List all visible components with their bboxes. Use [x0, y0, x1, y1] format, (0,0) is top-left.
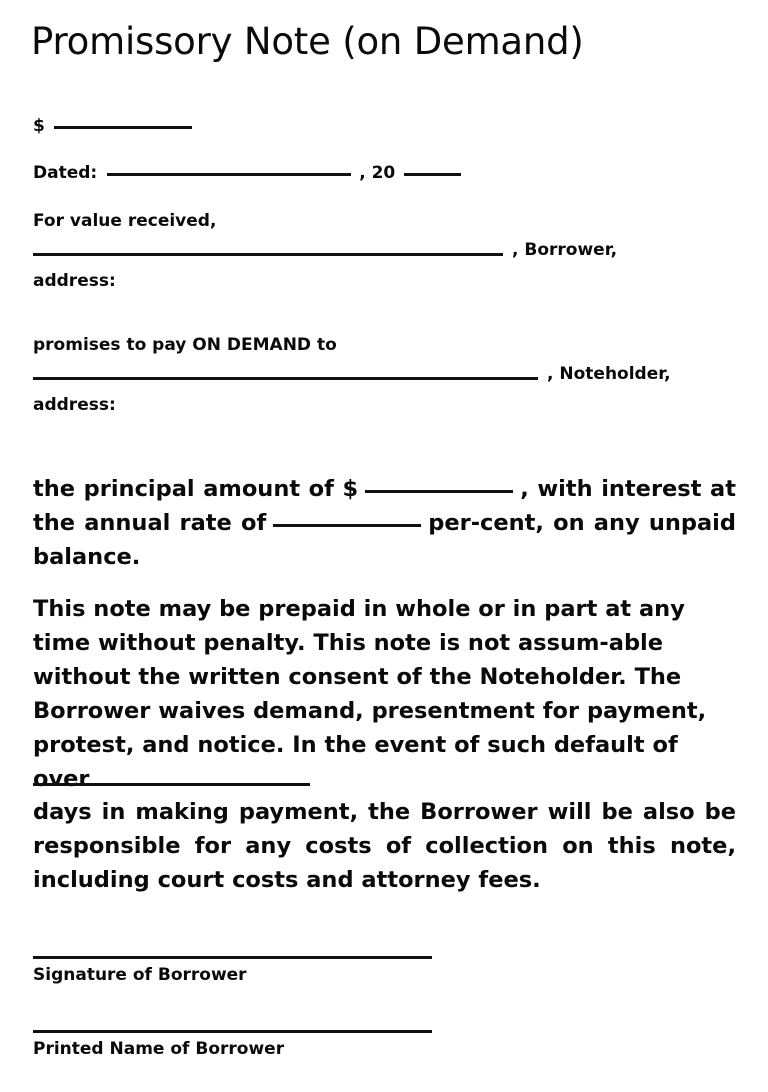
noteholder-address-label: address: [33, 395, 116, 415]
printed-name-line[interactable] [33, 1030, 432, 1033]
borrower-role-suffix: , Borrower, [512, 240, 618, 260]
dated-separator: , 20 [359, 163, 396, 183]
borrower-name-row [33, 240, 617, 260]
page-title: Promissory Note (on Demand) [31, 20, 584, 63]
noteholder-name-blank-field[interactable] [33, 377, 538, 380]
signature-label: Signature of Borrower [33, 965, 247, 985]
borrower-intro: For value received, [33, 211, 217, 231]
borrower-address-label: address: [33, 271, 116, 291]
interest-rate-blank-field[interactable] [273, 524, 421, 527]
printed-name-label: Printed Name of Borrower [33, 1039, 285, 1059]
principal-amount-blank-field[interactable] [365, 490, 513, 493]
terms-paragraph: This note may be prepaid in whole or in part at any time without penalty. This note is not assum-able without the written consent of the Noteholder. The Borrower waives demand, presentment for payment, protest, and notice. In the event of such default of over [33, 596, 707, 792]
principal-part-2: , with interest at the annual rate of [33, 476, 736, 536]
signature-of-borrower-group [33, 956, 432, 985]
amount-row [33, 116, 192, 136]
dated-label: Dated: [33, 163, 98, 183]
principal-paragraph [33, 472, 736, 574]
year-blank-field[interactable] [404, 173, 461, 176]
principal-part-1: the principal amount of $ [33, 476, 359, 502]
principal-part-3: per-cent, on any unpaid balance. [33, 510, 736, 570]
noteholder-role-suffix: , Noteholder, [547, 364, 671, 384]
dated-row [33, 163, 461, 183]
default-days-blank-field[interactable] [33, 783, 310, 786]
currency-symbol: $ [33, 116, 45, 136]
borrower-name-blank-field[interactable] [33, 253, 503, 256]
date-blank-field[interactable] [107, 173, 351, 176]
costs-paragraph: days in making payment, the Borrower will be also be responsible for any costs of collection on this note, including court costs and attorney fees. [33, 799, 736, 893]
noteholder-name-row [33, 364, 671, 384]
amount-blank-field[interactable] [54, 126, 192, 129]
printed-name-of-borrower-group [33, 1030, 432, 1059]
signature-line[interactable] [33, 956, 432, 959]
noteholder-intro: promises to pay ON DEMAND to [33, 335, 337, 355]
